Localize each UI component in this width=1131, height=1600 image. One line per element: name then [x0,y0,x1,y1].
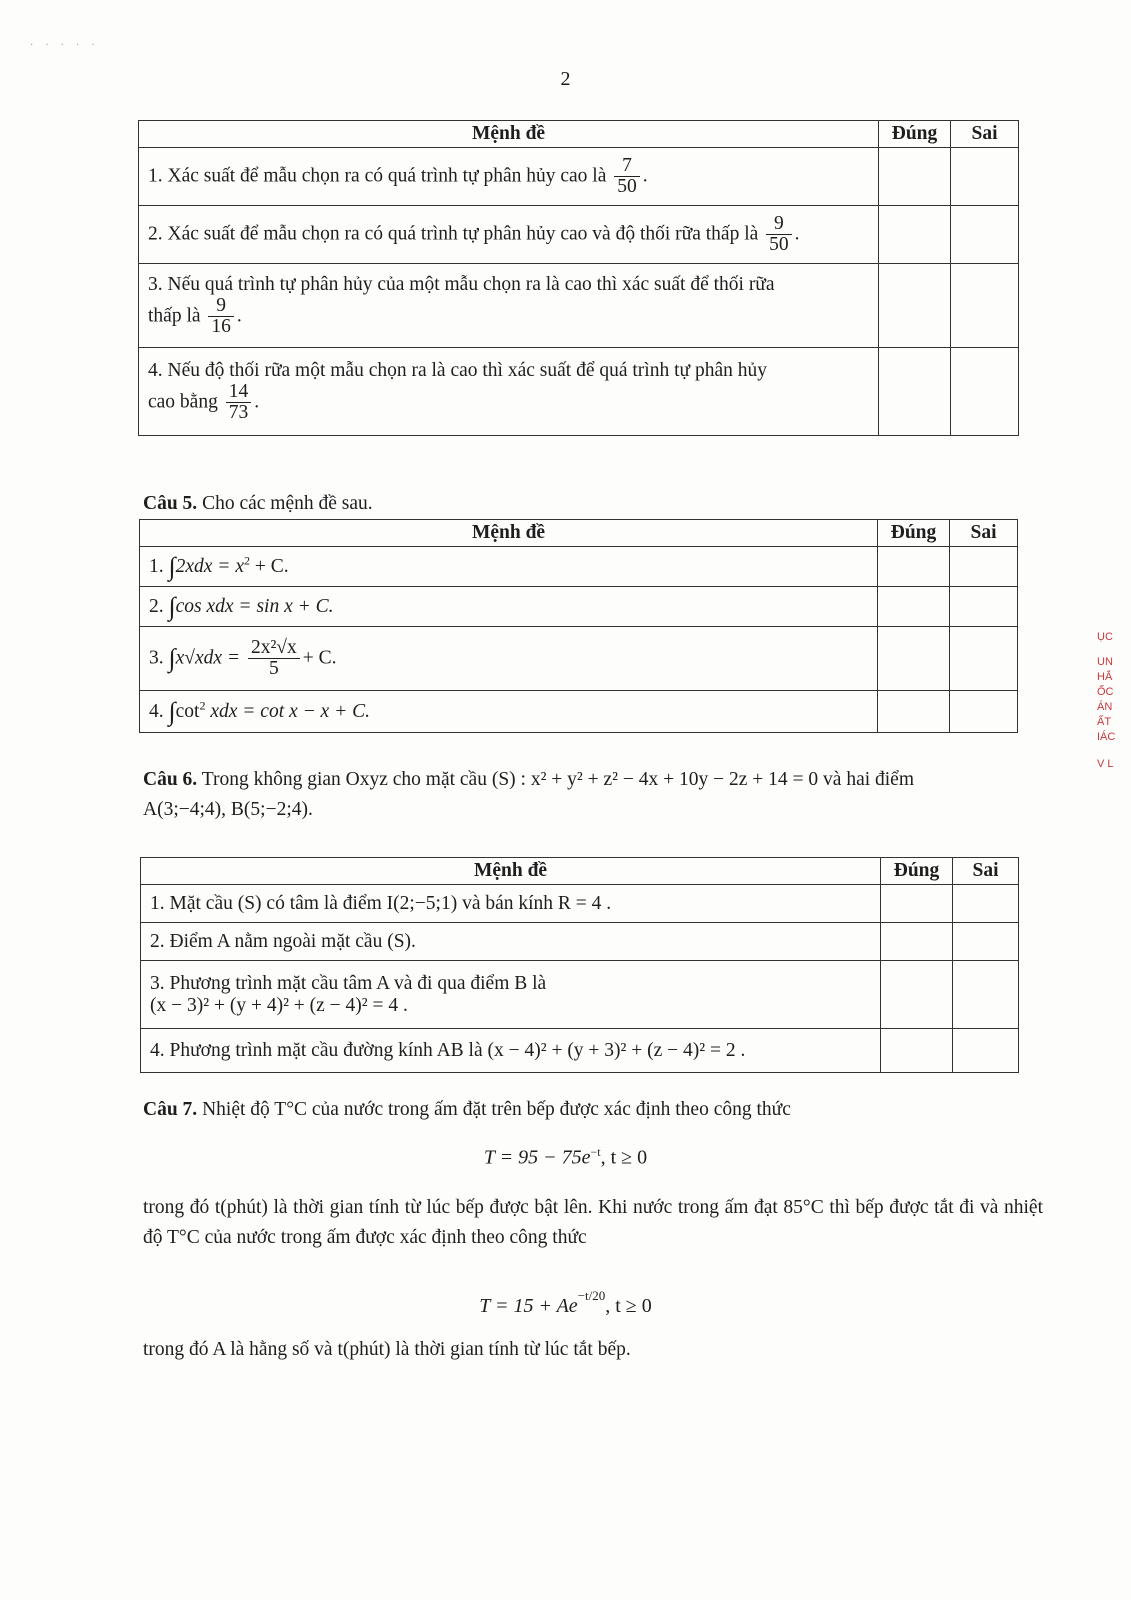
false-cell[interactable] [953,923,1019,961]
fraction: $\frac{14}{73}$ [226,382,252,424]
header-true: Đúng [878,520,950,547]
false-cell[interactable] [951,264,1019,348]
false-cell[interactable] [953,1029,1019,1073]
question-6: Câu 6. Trong không gian Oxyz cho mặt cầu (S) : x² + y² + z² − 4x + 10y − 2z + 14 = 0 và hai điểm A(3;−4;4), B(5;−2;4). [143,769,915,820]
fraction: $\frac{7}{50}$ [614,156,640,198]
paragraph-1: trong đó t(phút) là thời gian tính từ lúc bếp được bật lên. Khi nước trong ấm đạt 85°C thì bếp được tắt đi và nhiệt độ T°C của nước trong ấm được xác định theo công thức [143,1197,1043,1248]
q6-row-4: 4. Phương trình mặt cầu đường kính AB là (x − 4)² + (y + 3)² + (z − 4)² = 2 . [141,1029,881,1073]
table-integrals [139,519,1018,733]
table1-row-3: 3. Nếu quá trình tự phân hủy của một mẫu chọn ra là cao thì xác suất để thối rữa thấp là $\frac{9}{16}$ . [139,264,879,348]
true-cell[interactable] [878,547,950,587]
true-cell[interactable] [881,1029,953,1073]
true-cell[interactable] [879,206,951,264]
false-cell[interactable] [950,691,1018,733]
page-number: 2 [560,68,571,90]
q6-row-3: 3. Phương trình mặt cầu tâm A và đi qua điểm B là (x − 3)² + (y + 4)² + (z − 4)² = 4 . [141,961,881,1029]
table1-row-4: 4. Nếu độ thối rữa một mẫu chọn ra là cao thì xác suất để quá trình tự phân hủy cao bằng $\frac{14}{73}$ . [139,348,879,436]
header-true: Đúng [881,858,953,885]
header-statement: Mệnh đề [141,858,881,885]
q5-row-3: 3. ∫x√xdx = $\frac{\text{2x²√x}}{5}$ + C. [140,627,878,691]
table1-row-2: 2. Xác suất để mẫu chọn ra có quá trình tự phân hủy cao và độ thối rữa thấp là $\frac{9}{50}$ . [139,206,879,264]
false-cell[interactable] [951,148,1019,206]
formula-cooling: $T = 15 + Ae^{-t/20}$, t ≥ 0 [479,1288,652,1317]
true-cell[interactable] [879,348,951,436]
header-statement: Mệnh đề [139,121,879,148]
table-probability [138,120,1019,436]
table1-row-1: 1. Xác suất để mẫu chọn ra có quá trình tự phân hủy cao là $\frac{7}{50}$ . [139,148,879,206]
false-cell[interactable] [951,206,1019,264]
true-cell[interactable] [878,691,950,733]
true-cell[interactable] [881,961,953,1029]
true-cell[interactable] [878,587,950,627]
table-sphere [140,857,1019,1073]
q6-row-1: 1. Mặt cầu (S) có tâm là điểm I(2;−5;1) và bán kính R = 4 . [141,885,881,923]
fraction: $\frac{9}{16}$ [208,296,234,338]
true-cell[interactable] [881,885,953,923]
false-cell[interactable] [953,961,1019,1029]
fraction: $\frac{9}{50}$ [766,214,792,256]
scan-dots: ····· [30,40,107,51]
false-cell[interactable] [953,885,1019,923]
true-cell[interactable] [881,923,953,961]
q5-row-2: 2. ∫cos xdx = sin x + C. [140,587,878,627]
formula-heating: $T = 95 - 75e^{-t}$, t ≥ 0 [483,1145,648,1169]
true-cell[interactable] [879,148,951,206]
false-cell[interactable] [951,348,1019,436]
q5-row-4: 4. $\int\cot^2$ xdx = cot x − x + C. [140,691,878,733]
q6-row-2: 2. Điểm A nằm ngoài mặt cầu (S). [141,923,881,961]
false-cell[interactable] [950,587,1018,627]
true-cell[interactable] [878,627,950,691]
true-cell[interactable] [879,264,951,348]
header-statement: Mệnh đề [140,520,878,547]
header-false: Sai [950,520,1018,547]
paragraph-2: trong đó A là hằng số và t(phút) là thời gian tính từ lúc tắt bếp. [143,1339,631,1360]
margin-stamp: ỤC UN HẮ ỐC ÁN ẤT IÁC V L [1097,631,1116,770]
header-false: Sai [953,858,1019,885]
fraction: $\frac{\text{2x²√x}}{5}$ [248,638,300,680]
false-cell[interactable] [950,627,1018,691]
question-7: Câu 7. Nhiệt độ T°C của nước trong ấm đặt trên bếp được xác định theo công thức [143,1099,791,1120]
question-5: Câu 5. Cho các mệnh đề sau. [143,493,373,514]
header-true: Đúng [879,121,951,148]
q5-row-1: 1. $\int 2xdx = x^2 + C$. [140,547,878,587]
false-cell[interactable] [950,547,1018,587]
header-false: Sai [951,121,1019,148]
